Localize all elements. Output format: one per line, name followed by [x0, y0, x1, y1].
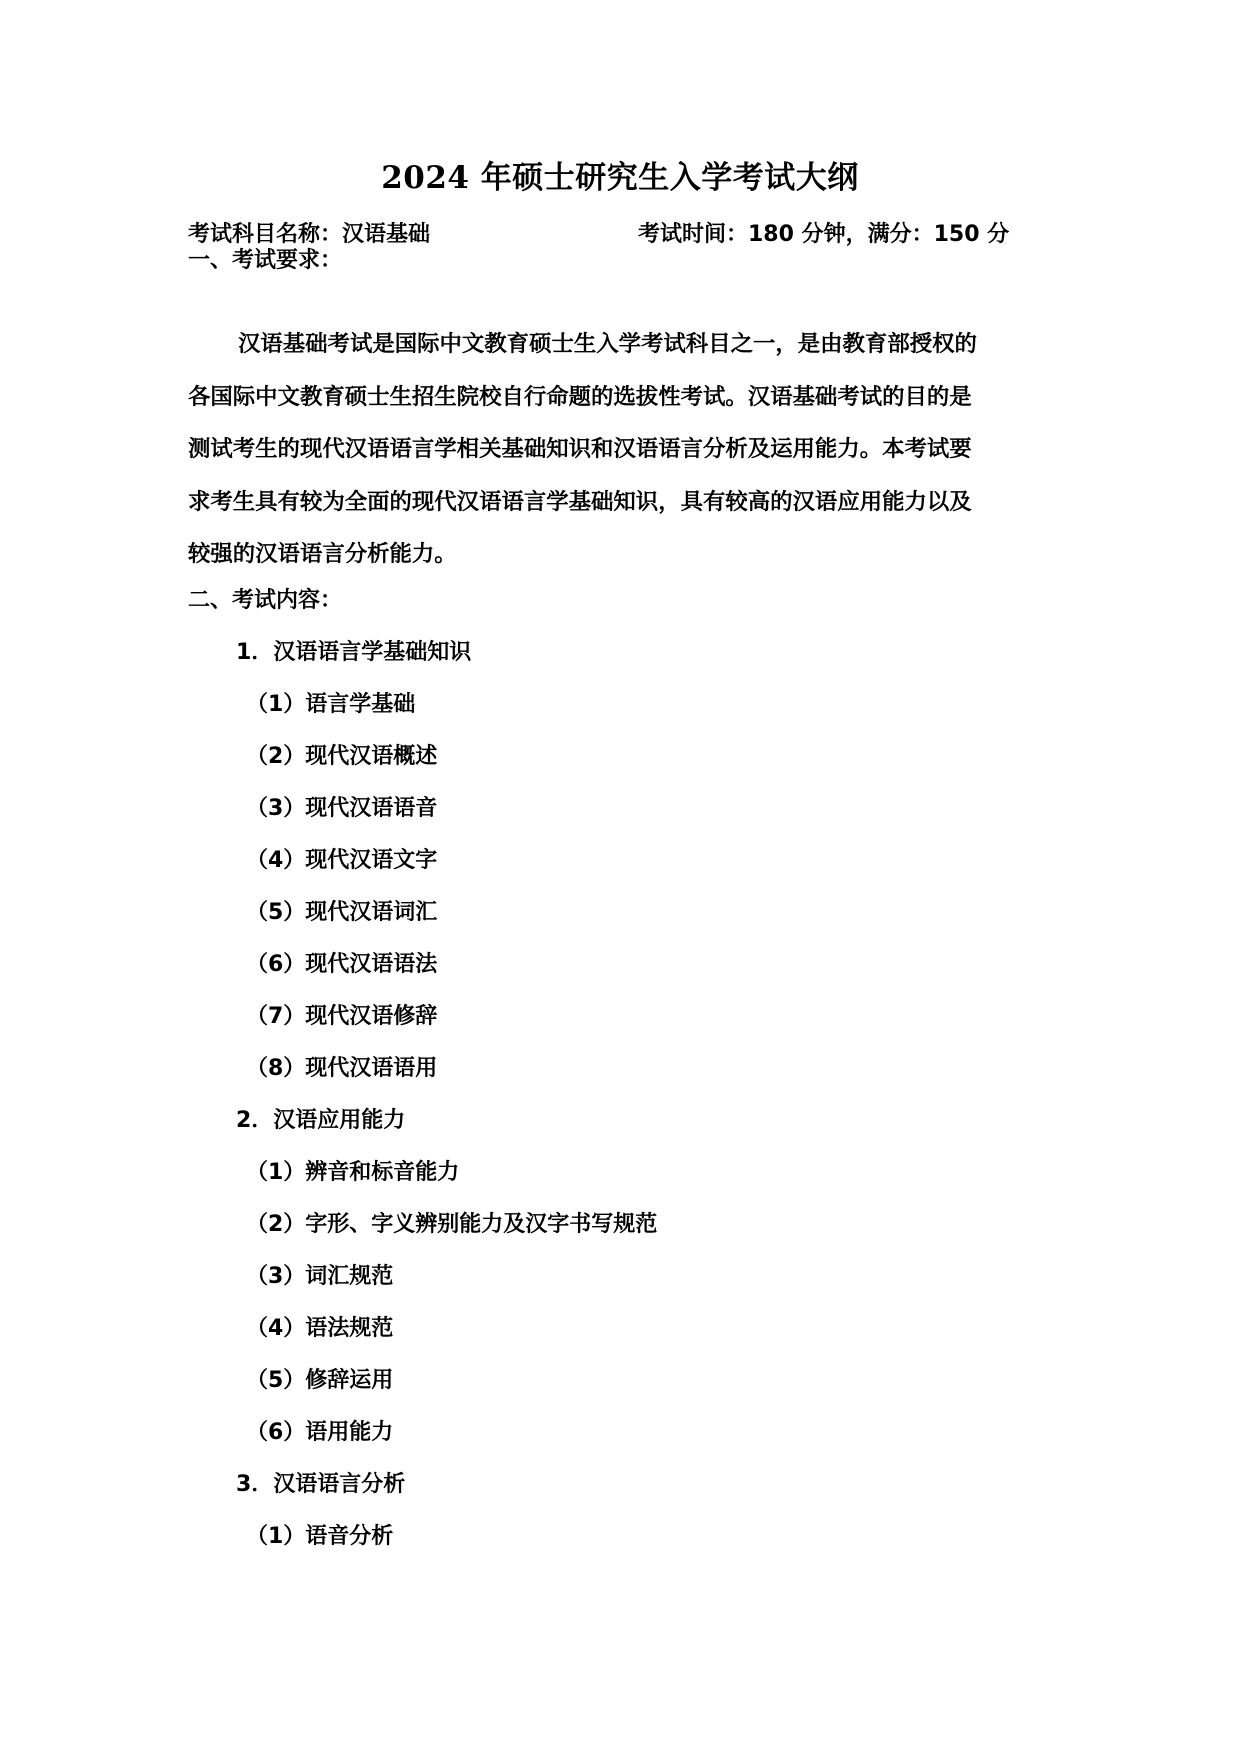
- exam-time-score: 考试时间：180 分钟，满分：150 分: [638, 222, 1010, 247]
- paragraph-line: 各国际中文教育硕士生招生院校自行命题的选拔性考试。汉语基础考试的目的是: [188, 383, 972, 410]
- content-list-item: （2）字形、字义辨别能力及汉字书写规范: [246, 1212, 658, 1237]
- paragraph-line: 汉语基础考试是国际中文教育硕士生入学考试科目之一，是由教育部授权的: [238, 331, 977, 357]
- content-list-item: （2）现代汉语概述: [246, 744, 438, 769]
- content-list-item: （1）辨音和标音能力: [246, 1160, 460, 1185]
- content-list-item: （4）语法规范: [246, 1316, 394, 1341]
- paragraph-line: 较强的汉语语言分析能力。: [188, 541, 457, 567]
- content-list-item: （5）现代汉语词汇: [246, 900, 438, 925]
- content-list-item: （3）词汇规范: [246, 1264, 394, 1289]
- content-list-item: （5）修辞运用: [246, 1368, 394, 1393]
- section-heading-requirements: 一、考试要求：: [188, 248, 343, 273]
- content-list-item: （4）现代汉语文字: [246, 848, 438, 873]
- requirements-paragraph: [188, 318, 1060, 581]
- content-list-item: （6）现代汉语语法: [246, 952, 438, 977]
- content-group-title: 1．汉语语言学基础知识: [236, 640, 472, 665]
- content-list-item: （1）语音分析: [246, 1524, 394, 1549]
- content-group-title: 3．汉语语言分析: [236, 1472, 406, 1497]
- paragraph-line: 求考生具有较为全面的现代汉语语言学基础知识，具有较高的汉语应用能力以及: [188, 488, 972, 515]
- content-list-item: （8）现代汉语语用: [246, 1056, 438, 1081]
- content-list-item: （1）语言学基础: [246, 692, 416, 717]
- content-list-item: （7）现代汉语修辞: [246, 1004, 438, 1029]
- paragraph-line: 测试考生的现代汉语语言学相关基础知识和汉语语言分析及运用能力。本考试要: [188, 436, 972, 462]
- subject-name: 考试科目名称：汉语基础: [188, 222, 431, 247]
- section-heading-content: 二、考试内容：: [188, 588, 343, 613]
- content-list-item: （3）现代汉语语音: [246, 796, 438, 821]
- content-list-item: （6）语用能力: [246, 1420, 394, 1445]
- document-title: 2024 年硕士研究生入学考试大纲: [381, 160, 859, 196]
- content-group-title: 2．汉语应用能力: [236, 1108, 406, 1133]
